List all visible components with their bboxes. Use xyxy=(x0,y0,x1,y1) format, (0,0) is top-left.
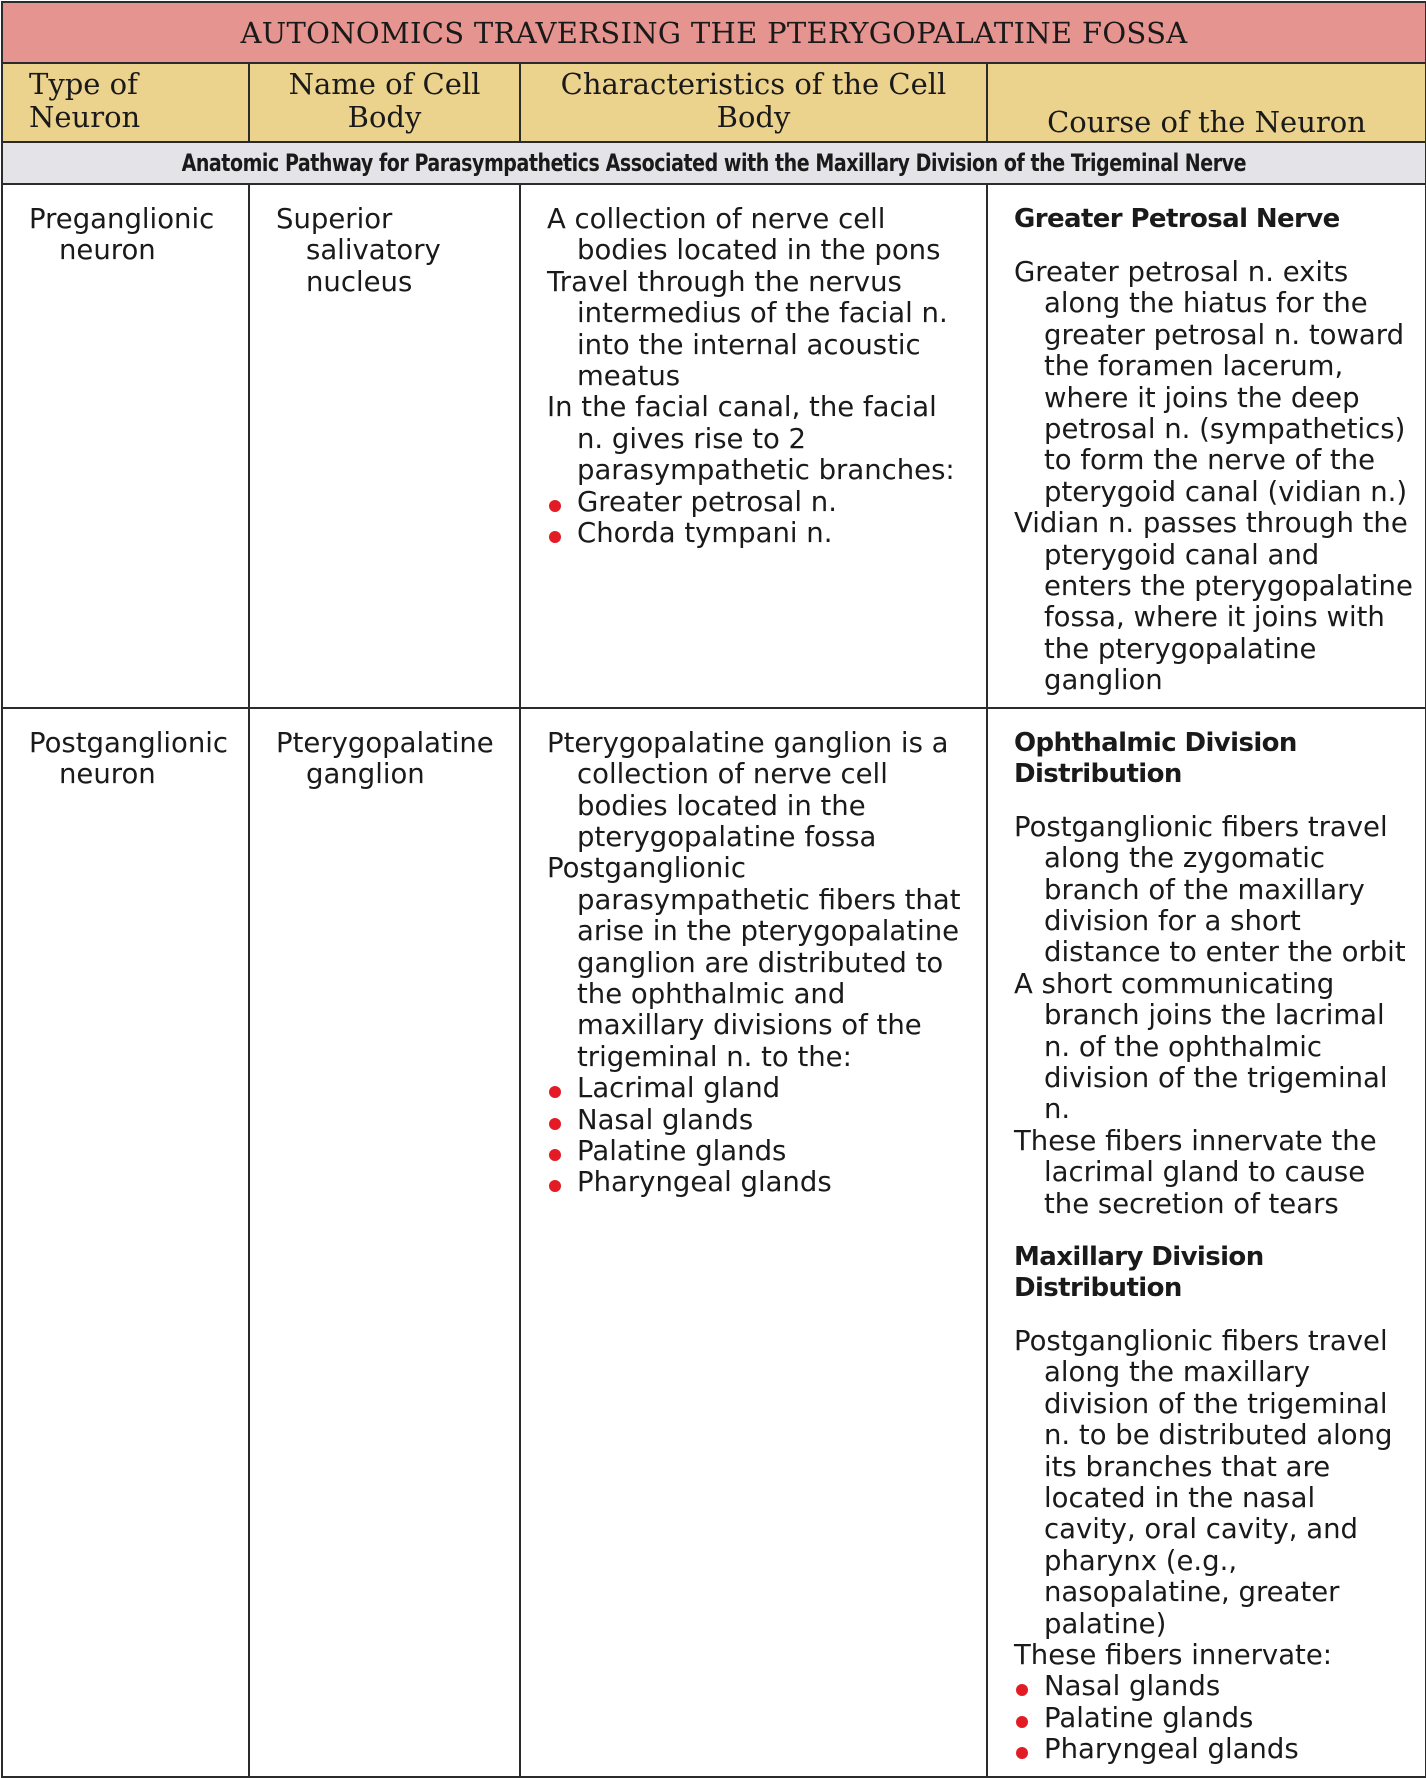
list-item xyxy=(547,1167,970,1198)
bullet-dot-icon xyxy=(549,1118,561,1130)
bullet-text: Nasal glands xyxy=(577,1103,754,1136)
name-line2: salivatory xyxy=(306,234,441,267)
ophthalmic-heading xyxy=(1014,728,1413,790)
cell-course xyxy=(987,184,1426,708)
ophthalmic-paragraph: Postganglionic fibers travel along the zygomatic branch of the maxillary division for a short distance to enter the orbit xyxy=(1014,810,1406,969)
header-name-line1: Name of Cell xyxy=(288,67,481,101)
cell-characteristics xyxy=(520,184,987,708)
ophthalmic-heading-line1: Ophthalmic Division xyxy=(1014,727,1297,758)
bullet-text: Palatine glands xyxy=(1044,1701,1254,1734)
bullet-text: Pharyngeal glands xyxy=(1044,1733,1299,1766)
list-item xyxy=(1014,1671,1413,1702)
bullet-dot-icon xyxy=(1016,1684,1028,1696)
header-name-of-cell-body xyxy=(249,63,520,142)
header-type-of-neuron xyxy=(2,63,249,142)
type-line1: Preganglionic xyxy=(29,203,215,235)
section-subheader xyxy=(2,142,1426,184)
course-paragraph: Vidian n. passes through the pterygoid canal and enters the pterygopalatine fossa, where it joins with the pterygopalatine ganglion xyxy=(1014,507,1413,697)
cell-type xyxy=(2,708,249,1777)
char-paragraph: A collection of nerve cell bodies located in the pons xyxy=(547,203,941,267)
bullet-text: Greater petrosal n. xyxy=(577,485,837,518)
maxillary-paragraph: Postganglionic fibers travel along the maxillary division of the trigeminal n. to be distributed along its branches that are located in the nasal cavity, oral cavity, and pharynx (e.g., nasopalatine, greater palatine) xyxy=(1014,1324,1393,1640)
name-line3: nucleus xyxy=(306,265,413,298)
char-paragraph: In the facial canal, the facial n. gives rise to 2 parasympathetic branches: xyxy=(547,391,955,487)
bullet-dot-icon xyxy=(549,1086,561,1098)
bullet-dot-icon xyxy=(549,500,561,512)
cell-characteristics xyxy=(520,708,987,1777)
subheader-text: Anatomic Pathway for Parasympathetics Associated with the Maxillary Division of the Trigeminal Nerve xyxy=(181,149,1247,177)
header-characteristics xyxy=(520,63,987,142)
list-item xyxy=(1014,1734,1413,1765)
type-line1: Postganglionic xyxy=(29,726,229,759)
list-item xyxy=(547,487,970,518)
table-row xyxy=(2,184,1426,708)
bullet-dot-icon xyxy=(549,531,561,543)
name-line1: Pterygopalatine xyxy=(276,726,494,759)
header-course xyxy=(987,63,1426,142)
ophthalmic-heading-line2: Distribution xyxy=(1014,758,1182,789)
header-type-line1: Type of xyxy=(29,67,138,101)
bullet-dot-icon xyxy=(1016,1747,1028,1759)
bullet-text: Palatine glands xyxy=(577,1134,787,1167)
ophthalmic-paragraph: A short communicating branch joins the lacrimal n. of the ophthalmic division of the trigeminal n. xyxy=(1014,967,1388,1126)
cell-type xyxy=(2,184,249,708)
maxillary-heading: Maxillary Division Distribution xyxy=(1014,1241,1264,1303)
bullet-text: Lacrimal gland xyxy=(577,1072,781,1105)
type-line2: neuron xyxy=(59,758,156,791)
char-paragraph: Pterygopalatine ganglion is a collection of nerve cell bodies located in the pterygopalatine fossa xyxy=(547,726,949,853)
table-title: AUTONOMICS TRAVERSING THE PTERYGOPALATINE FOSSA xyxy=(2,2,1426,63)
cell-course xyxy=(987,708,1426,1777)
course-paragraph: Greater petrosal n. exits along the hiatus for the greater petrosal n. toward the foramen lacerum, where it joins the deep petrosal n. (sympathetics) to form the nerve of the pterygoid canal (vidian n.) xyxy=(1014,256,1408,508)
bullet-text: Chorda tympani n. xyxy=(577,517,833,550)
bullet-dot-icon xyxy=(549,1180,561,1192)
cell-name xyxy=(249,184,520,708)
header-type-line2: Neuron xyxy=(29,100,141,134)
bullet-text: Nasal glands xyxy=(1044,1670,1221,1703)
maxillary-paragraph: These fibers innervate: xyxy=(1014,1639,1333,1672)
char-paragraph: Postganglionic parasympathetic fibers that arise in the pterygopalatine ganglion are distributed to the ophthalmic and maxillary divisions of the trigeminal n. to the: xyxy=(547,852,961,1073)
bullet-dot-icon xyxy=(549,1149,561,1161)
course-heading: Greater Petrosal Nerve xyxy=(1014,204,1340,234)
ophthalmic-paragraph: These fibers innervate the lacrimal gland to cause the secretion of tears xyxy=(1014,1124,1377,1220)
list-item xyxy=(547,1073,970,1104)
header-course-label: Course of the Neuron xyxy=(1047,105,1366,139)
table-row xyxy=(2,708,1426,1777)
name-line2: ganglion xyxy=(306,758,425,791)
char-paragraph: Travel through the nervus intermedius of the facial n. into the internal acoustic meatus xyxy=(547,265,948,393)
list-item xyxy=(547,518,970,549)
type-line2: neuron xyxy=(59,234,156,267)
cell-name xyxy=(249,708,520,1777)
bullet-dot-icon xyxy=(1016,1716,1028,1728)
header-name-line2: Body xyxy=(347,100,422,134)
list-item xyxy=(547,1136,970,1167)
bullet-text: Pharyngeal glands xyxy=(577,1166,832,1199)
header-char-line1: Characteristics of the Cell xyxy=(560,67,947,101)
list-item xyxy=(1014,1703,1413,1734)
autonomics-table xyxy=(1,1,1426,1778)
name-line1: Superior xyxy=(276,203,393,235)
list-item xyxy=(547,1105,970,1136)
header-char-line2: Body xyxy=(716,100,791,134)
